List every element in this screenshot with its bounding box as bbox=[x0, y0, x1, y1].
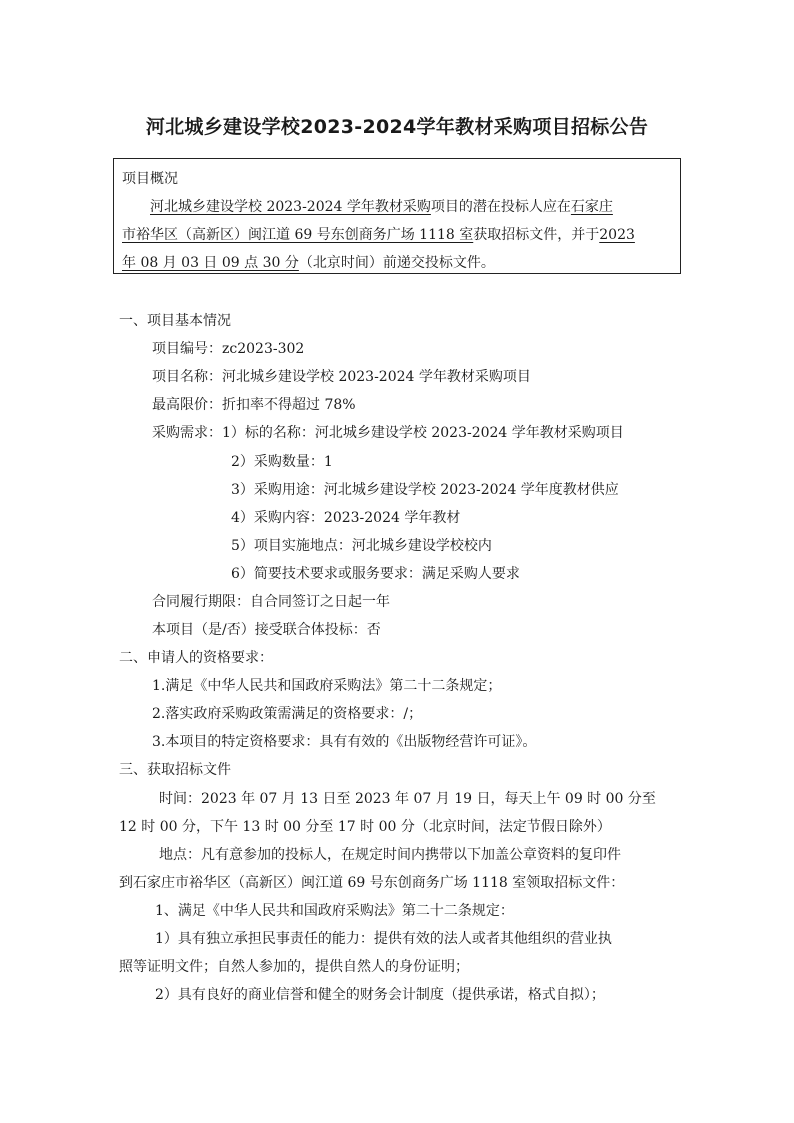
location-line-2: 到石家庄市裕华区（高新区）闽江道 69 号东创商务广场 1118 室领取招标文件： bbox=[119, 875, 625, 891]
time-line-2: 12 时 00 分，下午 13 时 00 分至 17 时 00 分（北京时间，法定节假日除外） bbox=[119, 819, 611, 835]
consortium-bid: 本项目（是/否）接受联合体投标：否 bbox=[152, 622, 381, 638]
max-price: 最高限价：折扣率不得超过 78% bbox=[152, 397, 356, 413]
requirement-4: 4）采购内容：2023-2024 学年教材 bbox=[231, 510, 461, 526]
doc-requirement-1-1b: 照等证明文件；自然人参加的，提供自然人的身份证明； bbox=[119, 959, 469, 975]
overview-line-3: 年 08 月 03 日 09 点 30 分（北京时间）前递交投标文件。 bbox=[122, 255, 495, 271]
location-line-1: 地点：凡有意参加的投标人，在规定时间内携带以下加盖公章资料的复印件 bbox=[159, 847, 621, 863]
overview-heading: 项目概况 bbox=[122, 171, 178, 187]
overview-address: 市裕华区（高新区）闽江道 69 号东创商务广场 1118 室 bbox=[122, 227, 474, 243]
requirement-5: 5）项目实施地点：河北城乡建设学校校内 bbox=[231, 538, 492, 554]
contract-period: 合同履行期限：自合同签订之日起一年 bbox=[152, 594, 390, 610]
overview-deadline: 年 08 月 03 日 09 点 30 分 bbox=[122, 255, 299, 271]
overview-line-2: 市裕华区（高新区）闽江道 69 号东创商务广场 1118 室获取招标文件，并于2023 bbox=[122, 227, 635, 243]
requirement-3: 3）采购用途：河北城乡建设学校 2023-2024 学年度教材供应 bbox=[231, 482, 619, 498]
project-name: 项目名称：河北城乡建设学校 2023-2024 学年教材采购项目 bbox=[152, 369, 531, 385]
overview-project-name: 河北城乡建设学校 2023-2024 学年教材采购 bbox=[150, 199, 431, 215]
section-heading-1: 一、项目基本情况 bbox=[119, 313, 231, 329]
project-number: 项目编号：zc2023-302 bbox=[152, 341, 305, 357]
overview-box bbox=[113, 158, 681, 274]
qualification-3: 3.本项目的特定资格要求：具有有效的《出版物经营许可证》。 bbox=[152, 734, 537, 750]
section-heading-2: 二、申请人的资格要求： bbox=[119, 650, 273, 666]
requirement-6: 6）简要技术要求或服务要求：满足采购人要求 bbox=[231, 566, 520, 582]
requirement-2: 2）采购数量：1 bbox=[231, 454, 333, 470]
doc-requirement-1-2: 2）具有良好的商业信誉和健全的财务会计制度（提供承诺，格式自拟）； bbox=[155, 987, 605, 1003]
doc-requirement-1-1a: 1）具有独立承担民事责任的能力：提供有效的法人或者其他组织的营业执 bbox=[155, 931, 612, 947]
document-title: 河北城乡建设学校2023-2024学年教材采购项目招标公告 bbox=[145, 116, 649, 138]
requirement-1: 采购需求：1）标的名称：河北城乡建设学校 2023-2024 学年教材采购项目 bbox=[152, 425, 624, 441]
overview-line-1: 河北城乡建设学校 2023-2024 学年教材采购项目的潜在投标人应在石家庄 bbox=[150, 199, 613, 215]
qualification-2: 2.落实政府采购政策需满足的资格要求：/； bbox=[152, 706, 423, 722]
time-line-1: 时间：2023 年 07 月 13 日至 2023 年 07 月 19 日，每天上午 09 时 00 分至 bbox=[159, 791, 656, 807]
qualification-1: 1.满足《中华人民共和国政府采购法》第二十二条规定； bbox=[152, 678, 502, 694]
doc-requirement-1: 1、满足《中华人民共和国政府采购法》第二十二条规定： bbox=[155, 903, 514, 919]
section-heading-3: 三、获取招标文件 bbox=[119, 762, 231, 778]
